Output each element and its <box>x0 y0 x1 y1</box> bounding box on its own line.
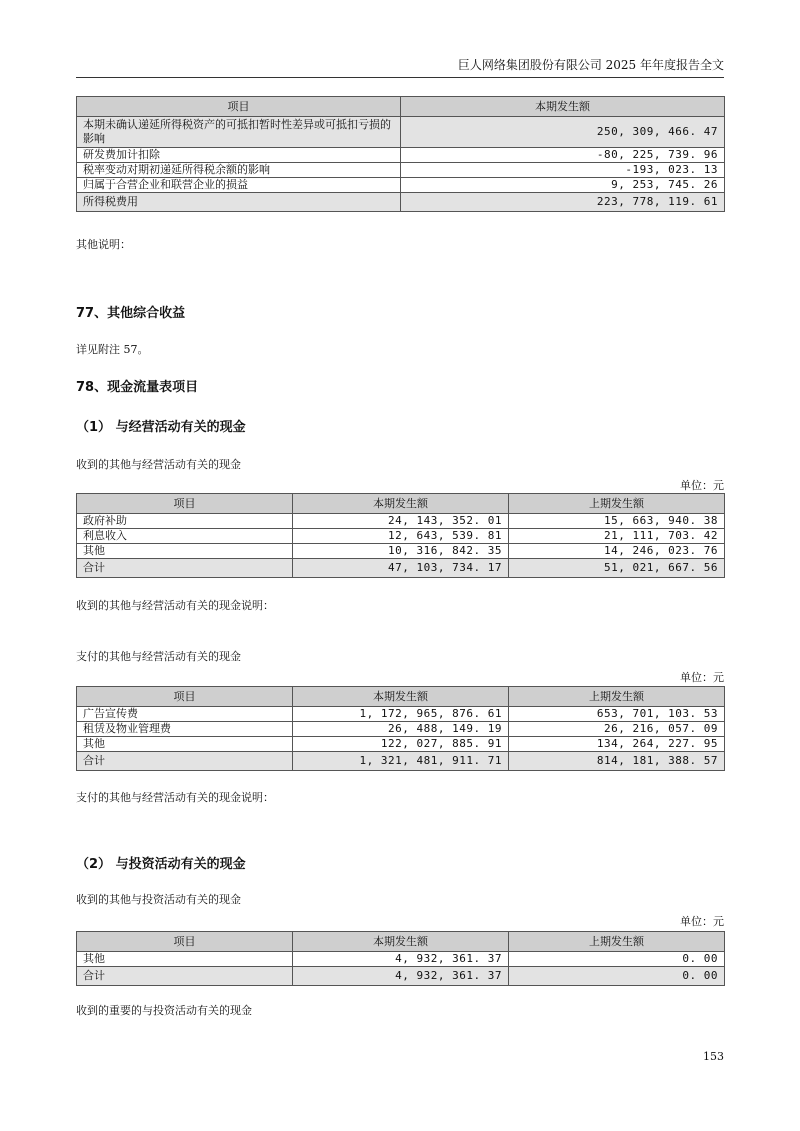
table3 <box>76 931 725 986</box>
table2-container <box>76 686 724 771</box>
row-label: 所得税费用 <box>77 193 401 212</box>
table1-unit: 单位：元 <box>680 479 724 492</box>
table3-caption: 收到的其他与投资活动有关的现金 <box>76 893 241 906</box>
table-header-previous: 上期发生额 <box>509 932 725 952</box>
table-header-previous: 上期发生额 <box>509 494 725 514</box>
table-row <box>77 952 725 967</box>
row-value: 250, 309, 466. 47 <box>401 117 725 148</box>
section-78-title: 78、现金流量表项目 <box>76 380 199 395</box>
tax-table-container <box>76 96 724 212</box>
table-row <box>77 163 725 178</box>
row-label: 其他 <box>77 544 293 559</box>
table1 <box>76 493 725 578</box>
table-row-total <box>77 967 725 986</box>
row-current: 10, 316, 842. 35 <box>293 544 509 559</box>
table3-unit: 单位：元 <box>680 915 724 928</box>
table-header-item: 项目 <box>77 97 401 117</box>
row-value: -80, 225, 739. 96 <box>401 148 725 163</box>
table2-caption: 支付的其他与经营活动有关的现金 <box>76 650 241 663</box>
table1-note: 收到的其他与经营活动有关的现金说明： <box>76 599 274 612</box>
row-value: 223, 778, 119. 61 <box>401 193 725 212</box>
row-label: 研发费加计扣除 <box>77 148 401 163</box>
row-label: 租赁及物业管理费 <box>77 722 293 737</box>
row-label: 合计 <box>77 559 293 578</box>
section-77-text: 详见附注 57。 <box>76 343 149 356</box>
row-current: 1, 172, 965, 876. 61 <box>293 707 509 722</box>
other-note: 其他说明： <box>76 238 131 251</box>
table-row-total <box>77 752 725 771</box>
row-previous: 26, 216, 057. 09 <box>509 722 725 737</box>
table1-container <box>76 493 724 578</box>
row-value: -193, 023. 13 <box>401 163 725 178</box>
row-current: 24, 143, 352. 01 <box>293 514 509 529</box>
tail-text: 收到的重要的与投资活动有关的现金 <box>76 1004 252 1017</box>
row-label: 利息收入 <box>77 529 293 544</box>
row-previous: 15, 663, 940. 38 <box>509 514 725 529</box>
page-number: 153 <box>703 1050 724 1063</box>
table-row <box>77 148 725 163</box>
table-row <box>77 117 725 148</box>
table-row <box>77 737 725 752</box>
subsection-2-title: （2） 与投资活动有关的现金 <box>76 857 246 872</box>
table-row <box>77 544 725 559</box>
table-row <box>77 178 725 193</box>
table-header-current: 本期发生额 <box>293 932 509 952</box>
row-current: 1, 321, 481, 911. 71 <box>293 752 509 771</box>
table-header-item: 项目 <box>77 687 293 707</box>
row-previous: 814, 181, 388. 57 <box>509 752 725 771</box>
row-previous: 21, 111, 703. 42 <box>509 529 725 544</box>
table-header-current: 本期发生额 <box>293 494 509 514</box>
row-previous: 51, 021, 667. 56 <box>509 559 725 578</box>
table-row <box>77 722 725 737</box>
row-previous: 0. 00 <box>509 967 725 986</box>
table3-container <box>76 931 724 986</box>
row-label: 本期未确认递延所得税资产的可抵扣暂时性差异或可抵扣亏损的影响 <box>77 117 401 148</box>
table2-note: 支付的其他与经营活动有关的现金说明： <box>76 791 274 804</box>
table-header-item: 项目 <box>77 932 293 952</box>
section-77-title: 77、其他综合收益 <box>76 306 186 321</box>
table-header-item: 项目 <box>77 494 293 514</box>
row-current: 26, 488, 149. 19 <box>293 722 509 737</box>
row-current: 122, 027, 885. 91 <box>293 737 509 752</box>
row-previous: 14, 246, 023. 76 <box>509 544 725 559</box>
table-row-total <box>77 559 725 578</box>
row-label: 其他 <box>77 952 293 967</box>
row-label: 合计 <box>77 967 293 986</box>
row-label: 政府补助 <box>77 514 293 529</box>
row-current: 4, 932, 361. 37 <box>293 952 509 967</box>
row-label: 合计 <box>77 752 293 771</box>
page-header: 巨人网络集团股份有限公司 2025 年年度报告全文 <box>76 56 724 78</box>
tax-table <box>76 96 725 212</box>
row-label: 税率变动对期初递延所得税余额的影响 <box>77 163 401 178</box>
row-current: 12, 643, 539. 81 <box>293 529 509 544</box>
row-previous: 134, 264, 227. 95 <box>509 737 725 752</box>
table1-caption: 收到的其他与经营活动有关的现金 <box>76 458 241 471</box>
row-current: 47, 103, 734. 17 <box>293 559 509 578</box>
row-current: 4, 932, 361. 37 <box>293 967 509 986</box>
row-label: 归属于合营企业和联营企业的损益 <box>77 178 401 193</box>
table-row <box>77 514 725 529</box>
row-value: 9, 253, 745. 26 <box>401 178 725 193</box>
table2 <box>76 686 725 771</box>
row-label: 其他 <box>77 737 293 752</box>
table-header-current: 本期发生额 <box>293 687 509 707</box>
table-row-total <box>77 193 725 212</box>
row-previous: 0. 00 <box>509 952 725 967</box>
table-row <box>77 529 725 544</box>
row-previous: 653, 701, 103. 53 <box>509 707 725 722</box>
row-label: 广告宣传费 <box>77 707 293 722</box>
table2-unit: 单位：元 <box>680 671 724 684</box>
table-header-current: 本期发生额 <box>401 97 725 117</box>
table-row <box>77 707 725 722</box>
subsection-1-title: （1） 与经营活动有关的现金 <box>76 420 246 435</box>
table-header-previous: 上期发生额 <box>509 687 725 707</box>
